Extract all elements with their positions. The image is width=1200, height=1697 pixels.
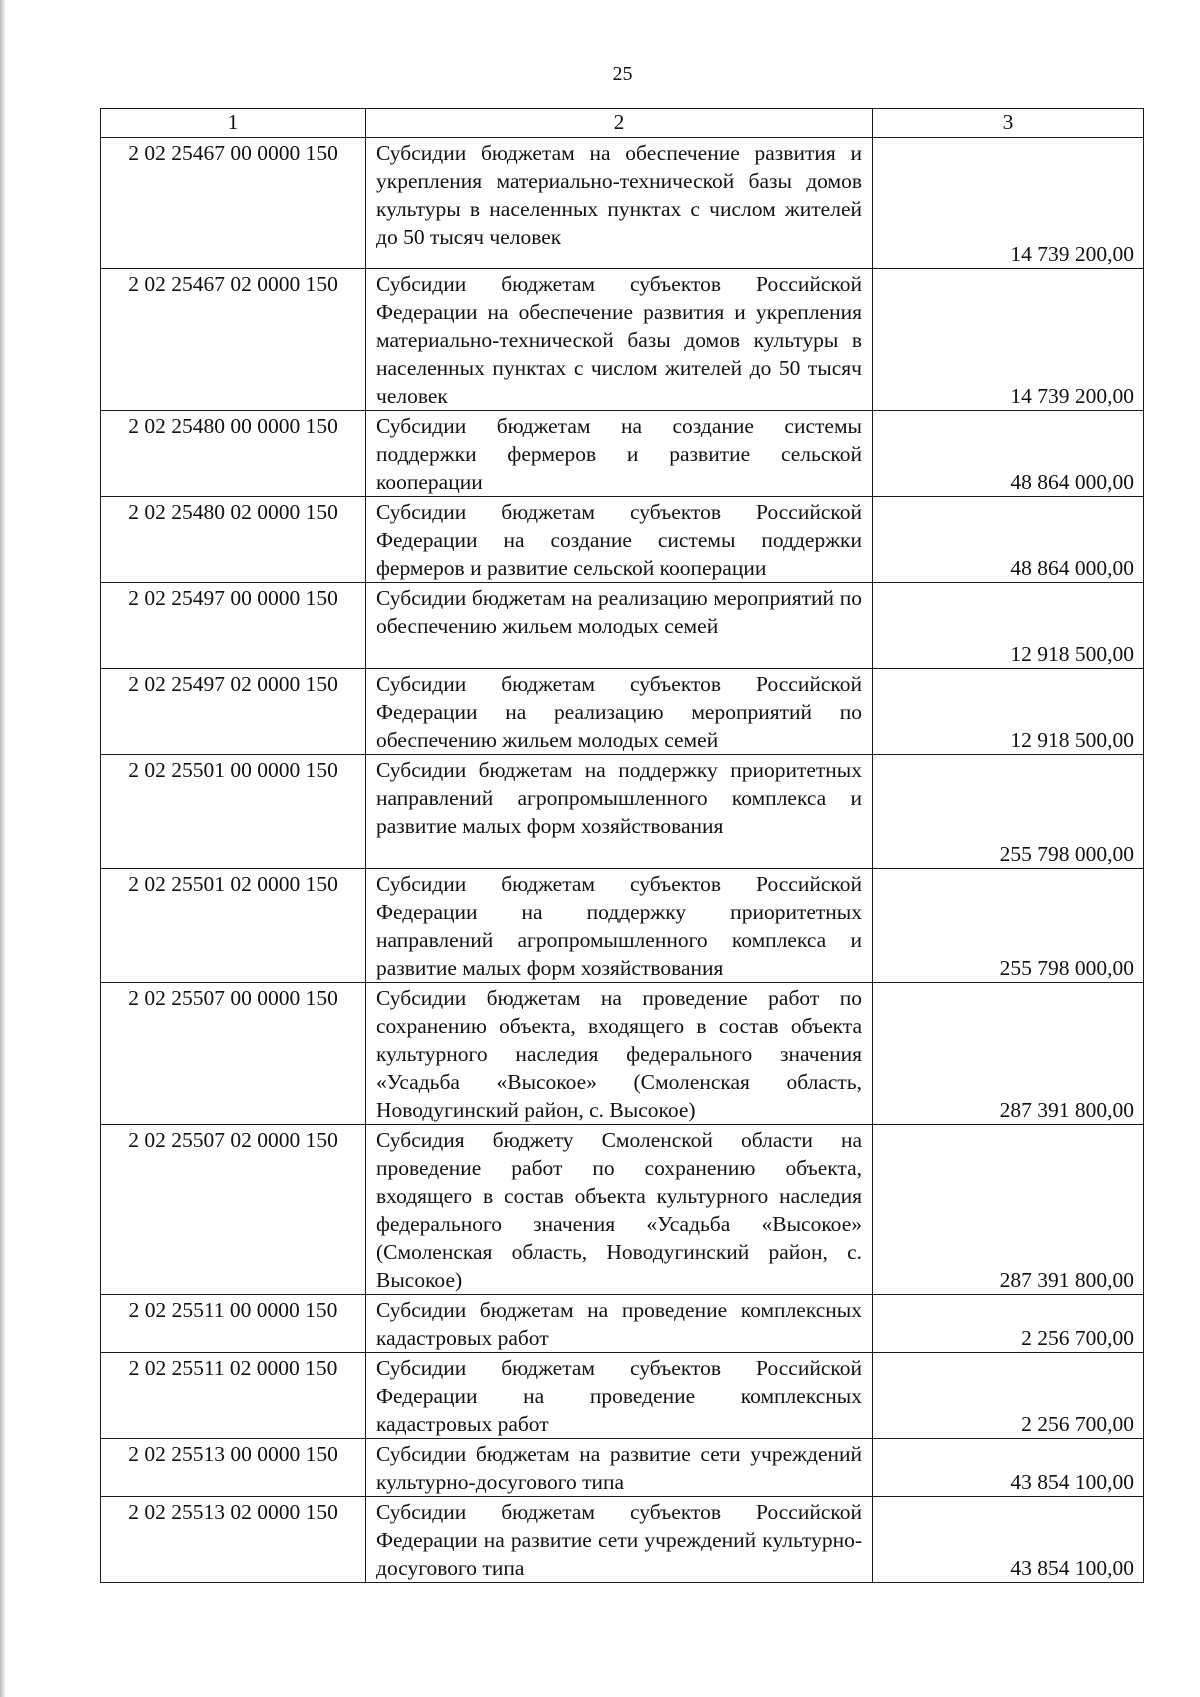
amount-value: 255 798 000,00 <box>873 869 1144 983</box>
amount-value: 14 739 200,00 <box>873 269 1144 411</box>
table-row <box>101 1439 1144 1497</box>
table-row <box>101 669 1144 755</box>
revenue-description: Субсидии бюджетам субъектов Российской Федерации на обеспечение развития и укрепления материально-технической базы домов культуры в населенных пунктах с числом жителей до 50 тысяч человек <box>366 269 873 411</box>
revenue-description: Субсидии бюджетам субъектов Российской Федерации на реализацию мероприятий по обеспечению жильем молодых семей <box>366 669 873 755</box>
table-row <box>101 1353 1144 1439</box>
amount-value: 255 798 000,00 <box>873 755 1144 869</box>
revenue-description: Субсидии бюджетам субъектов Российской Федерации на развитие сети учреждений культурно-досугового типа <box>366 1497 873 1583</box>
budget-code: 2 02 25507 00 0000 150 <box>101 983 366 1125</box>
budget-code: 2 02 25513 00 0000 150 <box>101 1439 366 1497</box>
revenue-description: Субсидии бюджетам на развитие сети учреждений культурно-досугового типа <box>366 1439 873 1497</box>
scan-edge-shadow <box>0 0 6 1697</box>
amount-value: 12 918 500,00 <box>873 583 1144 669</box>
revenue-description: Субсидии бюджетам субъектов Российской Федерации на создание системы поддержки фермеров и развитие сельской кооперации <box>366 497 873 583</box>
table-row <box>101 583 1144 669</box>
table-row <box>101 497 1144 583</box>
revenue-description: Субсидии бюджетам на реализацию мероприятий по обеспечению жильем молодых семей <box>366 583 873 669</box>
revenue-description: Субсидии бюджетам на проведение работ по сохранению объекта, входящего в состав объекта культурного наследия федерального значения «Усадьба «Высокое» (Смоленская область, Новодугинский район, с. Высокое) <box>366 983 873 1125</box>
table-row <box>101 1295 1144 1353</box>
revenue-description: Субсидии бюджетам на поддержку приоритетных направлений агропромышленного комплекса и развитие малых форм хозяйствования <box>366 755 873 869</box>
budget-code: 2 02 25501 00 0000 150 <box>101 755 366 869</box>
budget-code: 2 02 25497 02 0000 150 <box>101 669 366 755</box>
revenue-description: Субсидии бюджетам субъектов Российской Федерации на поддержку приоритетных направлений агропромышленного комплекса и развитие малых форм хозяйствования <box>366 869 873 983</box>
revenue-description: Субсидии бюджетам на обеспечение развития и укрепления материально-технической базы домов культуры в населенных пунктах с числом жителей до 50 тысяч человек <box>366 138 873 269</box>
table-row <box>101 138 1144 269</box>
table-row <box>101 1125 1144 1295</box>
amount-value: 14 739 200,00 <box>873 138 1144 269</box>
budget-code: 2 02 25467 02 0000 150 <box>101 269 366 411</box>
amount-value: 12 918 500,00 <box>873 669 1144 755</box>
amount-value: 43 854 100,00 <box>873 1439 1144 1497</box>
amount-value: 287 391 800,00 <box>873 983 1144 1125</box>
column-header-code: 1 <box>101 109 366 138</box>
budget-revenue-table <box>100 108 1144 1583</box>
amount-value: 2 256 700,00 <box>873 1353 1144 1439</box>
amount-value: 43 854 100,00 <box>873 1497 1144 1583</box>
budget-code: 2 02 25480 00 0000 150 <box>101 411 366 497</box>
revenue-description: Субсидии бюджетам на создание системы поддержки фермеров и развитие сельской кооперации <box>366 411 873 497</box>
page-number: 25 <box>612 63 633 85</box>
budget-code: 2 02 25501 02 0000 150 <box>101 869 366 983</box>
amount-value: 287 391 800,00 <box>873 1125 1144 1295</box>
budget-code: 2 02 25507 02 0000 150 <box>101 1125 366 1295</box>
table-header-row <box>101 109 1144 138</box>
revenue-description: Субсидии бюджетам субъектов Российской Федерации на проведение комплексных кадастровых работ <box>366 1353 873 1439</box>
budget-code: 2 02 25467 00 0000 150 <box>101 138 366 269</box>
revenue-description: Субсидия бюджету Смоленской области на проведение работ по сохранению объекта, входящего в состав объекта культурного наследия федерального значения «Усадьба «Высокое» (Смоленская область, Новодугинский район, с. Высокое) <box>366 1125 873 1295</box>
table-row <box>101 869 1144 983</box>
column-header-amount: 3 <box>873 109 1144 138</box>
amount-value: 48 864 000,00 <box>873 411 1144 497</box>
amount-value: 48 864 000,00 <box>873 497 1144 583</box>
budget-code: 2 02 25480 02 0000 150 <box>101 497 366 583</box>
table-row <box>101 269 1144 411</box>
table-row <box>101 755 1144 869</box>
budget-code: 2 02 25511 02 0000 150 <box>101 1353 366 1439</box>
table-row <box>101 411 1144 497</box>
budget-code: 2 02 25511 00 0000 150 <box>101 1295 366 1353</box>
column-header-name: 2 <box>366 109 873 138</box>
budget-code: 2 02 25513 02 0000 150 <box>101 1497 366 1583</box>
amount-value: 2 256 700,00 <box>873 1295 1144 1353</box>
budget-code: 2 02 25497 00 0000 150 <box>101 583 366 669</box>
table-row <box>101 1497 1144 1583</box>
table-row <box>101 983 1144 1125</box>
revenue-description: Субсидии бюджетам на проведение комплексных кадастровых работ <box>366 1295 873 1353</box>
